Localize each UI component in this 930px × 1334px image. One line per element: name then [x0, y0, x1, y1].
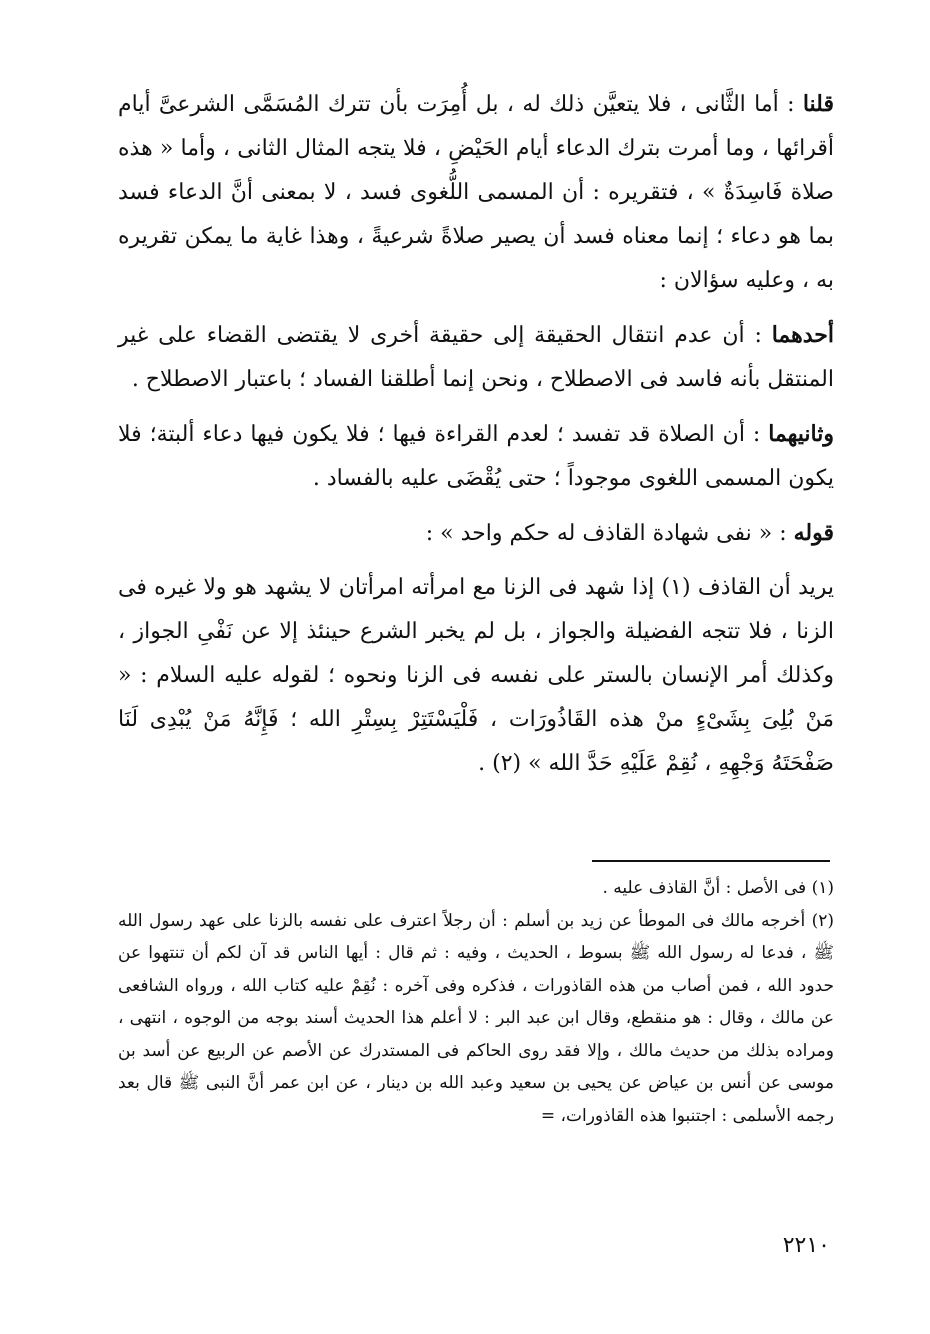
paragraph-1-text: : أما الثَّانى ، فلا يتعيَّن ذلك له ، بل أُمِرَت بأن تترك المُسَمَّى الشرعىَّ أيام أقرائها ، وما أمرت بترك الدعاء أيام الحَيْضِ ، فلا يتجه المثال الثانى ، وأما « هذه صلاة فَاسِدَةٌ » ، فتقريره : أن المسمى اللُّغوى فسد ، لا بمعنى أنَّ الدعاء فسد بما هو دعاء ؛ إنما معناه فسد أن يصير صلاةً شرعيةً ، وهذا غاية ما يمكن تقريره به ، وعليه سؤالان : [118, 92, 834, 293]
page-number: ٢٢١٠ [782, 1233, 830, 1258]
paragraph-4-lead: قوله [793, 520, 834, 546]
paragraph-2-lead: أحدهما [771, 322, 834, 348]
paragraph-3-text: : أن الصلاة قد تفسد ؛ لعدم القراءة فيها ؛ فلا يكون فيها دعاء ألبتة؛ فلا يكون المسمى اللغوى موجوداً ؛ حتى يُقْضَى عليه بالفساد . [118, 422, 834, 491]
main-text [118, 82, 834, 796]
footnote-2: (٢) أخرجه مالك فى الموطأ عن زيد بن أسلم : أن رجلاً اعترف على نفسه بالزنا على عهد رسول الله ﷺ ، فدعا له رسول الله ﷺ بسوط ، الحديث ، وفيه : ثم قال : أيها الناس قد آن لكم أن تنتهوا عن حدود الله ، فمن أصاب من هذه القاذورات ، فذكره وفى آخره : نُقِمْ عليه كتاب الله ، ورواه الشافعى عن مالك ، وقال : هو منقطع، وقال ابن عبد البر : لا أعلم هذا الحديث أسند بوجه من الوجوه ، انتهى ، ومراده بذلك من حديث مالك ، وإلا فقد روى الحاكم فى المستدرك عن الأصم عن الربيع عن أسد بن موسى عن أنس بن عياض عن يحيى بن سعيد وعبد الله بن دينار ، عن ابن عمر أنَّ النبى ﷺ قال بعد رجمه الأسلمى : اجتنبوا هذه القاذورات، = [118, 910, 835, 1126]
paragraph-5-text: يريد أن القاذف (١) إذا شهد فى الزنا مع امرأته امرأتان لا يشهد هو ولا غيره فى الزنا ، فلا تتجه الفضيلة والجواز ، بل لم يخبر الشرع حينئذ إلا عن نَفْىِ الجواز ، وكذلك أمر الإنسان بالستر على نفسه فى الزنا ونحوه ؛ لقوله عليه السلام : « مَنْ بُلِىَ بِشَىْءٍ منْ هذه القَاذُورَات ، فَلْيَسْتَتِرْ بِسِتْرِ الله ؛ فَإِنَّهُ مَنْ يُبْدِى لَنَا صَفْحَتَهُ وَجْهِهِ ، نُقِمْ عَلَيْهِ حَدَّ الله » (٢) . [118, 575, 834, 776]
footnote-divider [592, 860, 830, 862]
paragraph-4-text: : « نفى شهادة القاذف له حكم واحد » : [425, 521, 794, 546]
footnote-1: (١) فى الأصل : أنَّ القاذف عليه . [602, 878, 834, 898]
paragraph-3 [118, 412, 834, 501]
paragraph-1-lead: قلنا [802, 91, 834, 117]
paragraph-4 [118, 511, 834, 556]
footnotes [118, 872, 834, 1132]
paragraph-5 [118, 566, 834, 786]
paragraph-2 [118, 313, 834, 402]
paragraph-1 [118, 82, 834, 303]
paragraph-2-text: : أن عدم انتقال الحقيقة إلى حقيقة أخرى لا يقتضى القضاء على غير المنتقل بأنه فاسد فى الاصطلاح ، ونحن إنما أطلقنا الفساد ؛ باعتبار الاصطلاح . [118, 323, 834, 392]
paragraph-3-lead: وثانيهما [768, 421, 834, 447]
